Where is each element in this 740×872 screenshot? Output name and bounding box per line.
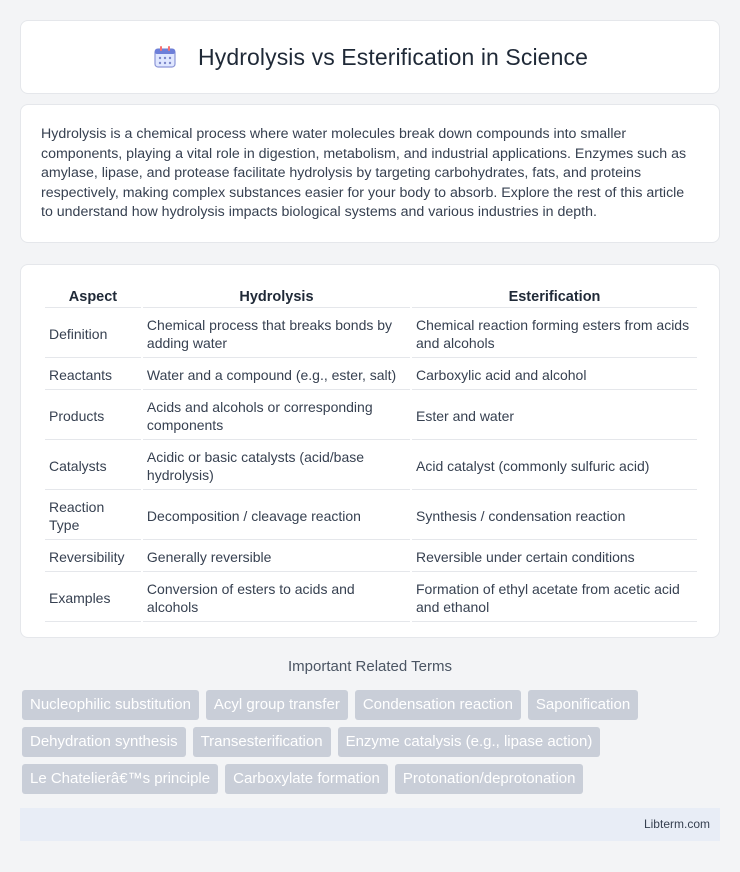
table-row — [45, 360, 697, 390]
term-tag[interactable]: Enzyme catalysis (e.g., lipase action) — [338, 727, 601, 757]
cell-esterification: Carboxylic acid and alcohol — [412, 360, 697, 390]
cell-esterification: Chemical reaction forming esters from acids and alcohols — [412, 310, 697, 358]
cell-aspect: Reactants — [45, 360, 141, 390]
term-tag[interactable]: Protonation/deprotonation — [395, 764, 584, 794]
related-terms-title: Important Related Terms — [288, 658, 452, 675]
cell-hydrolysis: Conversion of esters to acids and alcohols — [143, 574, 410, 622]
cell-hydrolysis: Acids and alcohols or corresponding components — [143, 392, 410, 440]
term-tag[interactable]: Carboxylate formation — [225, 764, 388, 794]
intro-card — [20, 104, 720, 243]
cell-aspect: Reversibility — [45, 542, 141, 572]
table-row — [45, 442, 697, 490]
cell-hydrolysis: Chemical process that breaks bonds by adding water — [143, 310, 410, 358]
table-row — [45, 542, 697, 572]
page-title: Hydrolysis vs Esterification in Science — [198, 43, 588, 70]
cell-esterification: Acid catalyst (commonly sulfuric acid) — [412, 442, 697, 490]
term-tag[interactable]: Condensation reaction — [355, 690, 521, 720]
footer-link[interactable]: Libterm.com — [643, 817, 710, 831]
calendar-icon — [152, 44, 178, 70]
cell-esterification: Ester and water — [412, 392, 697, 440]
comparison-table-card — [20, 264, 720, 638]
cell-aspect: Products — [45, 392, 141, 440]
term-tag[interactable]: Nucleophilic substitution — [22, 690, 199, 720]
table-row — [45, 392, 697, 440]
cell-hydrolysis: Generally reversible — [143, 542, 410, 572]
term-tag[interactable]: Dehydration synthesis — [22, 727, 186, 757]
cell-esterification: Formation of ethyl acetate from acetic acid and ethanol — [412, 574, 697, 622]
cell-esterification: Synthesis / condensation reaction — [412, 492, 697, 540]
term-tag[interactable]: Acyl group transfer — [206, 690, 348, 720]
cell-aspect: Reaction Type — [45, 492, 141, 540]
cell-hydrolysis: Water and a compound (e.g., ester, salt) — [143, 360, 410, 390]
table-header-row — [45, 287, 697, 308]
cell-esterification: Reversible under certain conditions — [412, 542, 697, 572]
cell-hydrolysis: Decomposition / cleavage reaction — [143, 492, 410, 540]
footer — [20, 808, 720, 841]
term-tag[interactable]: Le Chatelierâ€™s principle — [22, 764, 218, 794]
cell-aspect: Definition — [45, 310, 141, 358]
cell-aspect: Examples — [45, 574, 141, 622]
header-hydrolysis: Hydrolysis — [143, 287, 410, 308]
table-row — [45, 492, 697, 540]
table-row — [45, 574, 697, 622]
term-tag[interactable]: Transesterification — [193, 727, 331, 757]
cell-hydrolysis: Acidic or basic catalysts (acid/base hydrolysis) — [143, 442, 410, 490]
cell-aspect: Catalysts — [45, 442, 141, 490]
table-row — [45, 310, 697, 358]
header-esterification: Esterification — [412, 287, 697, 308]
comparison-table — [43, 285, 699, 624]
header-card — [20, 20, 720, 94]
intro-text: Hydrolysis is a chemical process where water molecules break down compounds into smaller components, playing a vital role in digestion, metabolism, and industrial applications. Enzymes such as amylase, lipase, and protease facilitate hydrolysis by targeting carbohydrates, fats, and proteins respectively, making complex substances easier for your body to absorb. Explore the rest of this article to understand how hydrolysis impacts biological systems and various industries in depth. — [41, 126, 687, 221]
header-aspect: Aspect — [45, 287, 141, 308]
term-tag[interactable]: Saponification — [528, 690, 638, 720]
related-terms-list — [22, 690, 722, 801]
